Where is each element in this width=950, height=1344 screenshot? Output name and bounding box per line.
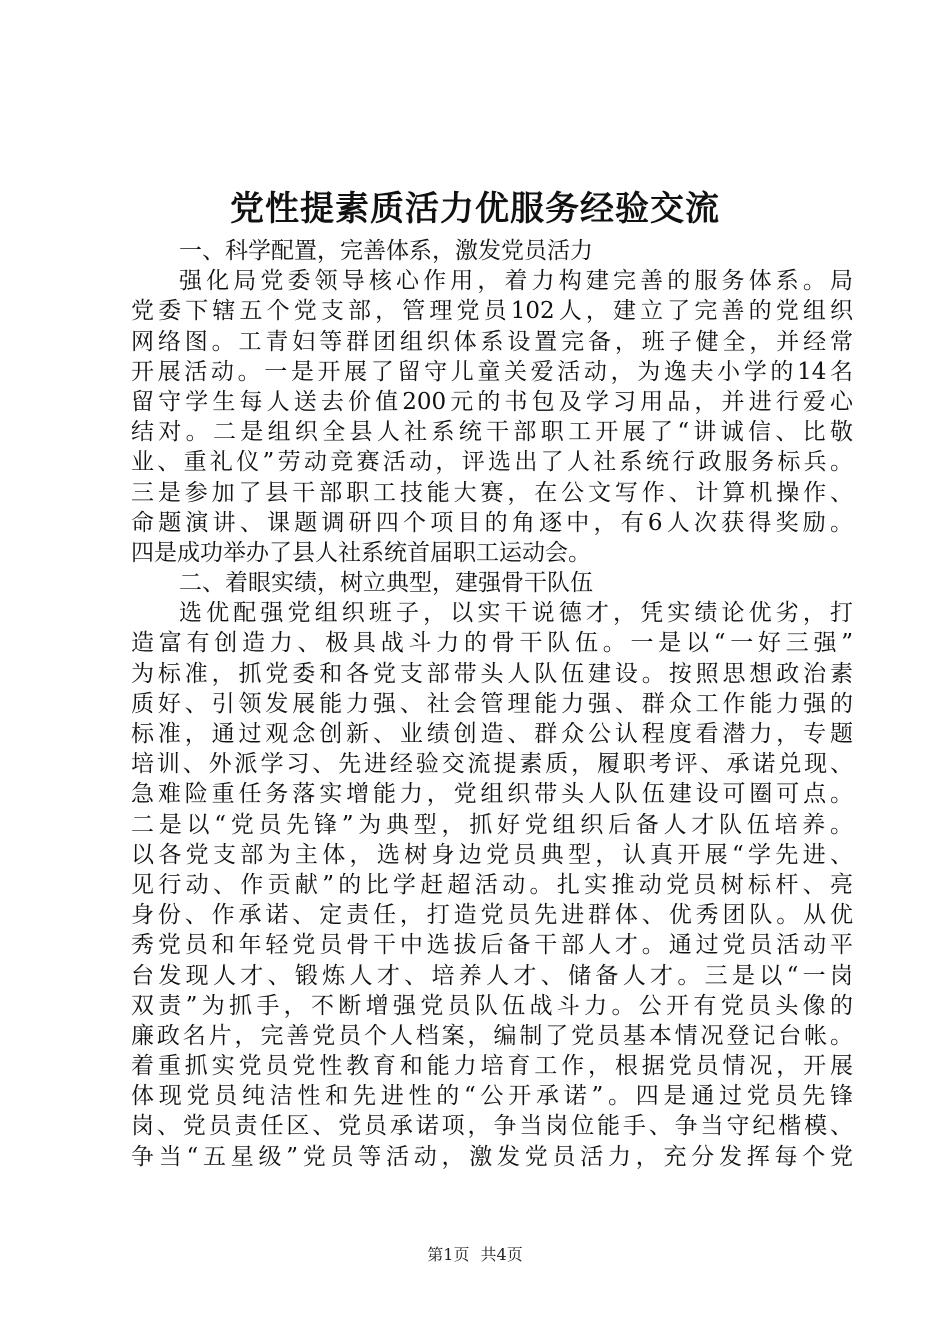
- section-heading-2: 二、着眼实绩，树立典型，建强骨干队伍: [179, 570, 593, 597]
- body-line: 见行动、作贡献”的比学赶超活动。扎实推动党员树标杆、亮: [131, 871, 853, 898]
- document-body: [131, 236, 853, 1172]
- body-line: 业、重礼仪”劳动竞赛活动，评选出了人社系统行政服务标兵。: [131, 449, 853, 476]
- body-line: 为标准，抓党委和各党支部带头人队伍建设。按照思想政治素: [131, 660, 853, 687]
- body-line: 质好、引领发展能力强、社会管理能力强、群众工作能力强的: [131, 690, 853, 717]
- body-line: 结对。二是组织全县人社系统干部职工开展了“讲诚信、比敬: [131, 419, 853, 446]
- body-line: 双责”为抓手，不断增强党员队伍战斗力。公开有党员头像的: [131, 992, 853, 1019]
- section-heading-1: 一、科学配置，完善体系，激发党员活力: [179, 238, 593, 264]
- body-line: 二是以“党员先锋”为典型，抓好党组织后备人才队伍培养。: [131, 811, 853, 838]
- body-line: 秀党员和年轻党员骨干中选拔后备干部人才。通过党员活动平: [131, 932, 853, 959]
- body-line: 身份、作承诺、定责任，打造党员先进群体、优秀团队。从优: [131, 902, 853, 929]
- body-line: 四是成功举办了县人社系统首届职工运动会。: [131, 539, 591, 566]
- body-line: 争当“五星级”党员等活动，激发党员活力，充分发挥每个党: [131, 1143, 853, 1170]
- body-line: 留守学生每人送去价值200元的书包及学习用品，并进行爱心: [131, 388, 853, 415]
- body-line: 命题演讲、课题调研四个项目的角逐中，有6人次获得奖励。: [131, 509, 853, 536]
- page-total: 共4页: [480, 1245, 523, 1264]
- page-number: 第1页: [427, 1245, 470, 1264]
- body-line: 网络图。工青妇等群团组织体系设置完备，班子健全，并经常: [131, 328, 853, 355]
- body-line: 以各党支部为主体，选树身边党员典型，认真开展“学先进、: [131, 841, 853, 868]
- body-line: 开展活动。一是开展了留守儿童关爱活动，为逸夫小学的14名: [131, 358, 853, 385]
- body-line: 强化局党委领导核心作用，着力构建完善的服务体系。局: [179, 268, 853, 295]
- document-title: 党性提素质活力优服务经验交流: [230, 189, 720, 229]
- body-line: 着重抓实党员党性教育和能力培育工作，根据党员情况，开展: [131, 1053, 853, 1080]
- body-line: 台发现人才、锻炼人才、培养人才、储备人才。三是以“一岗: [131, 962, 853, 989]
- body-line: 造富有创造力、极具战斗力的骨干队伍。一是以“一好三强”: [131, 630, 853, 657]
- body-line: 廉政名片，完善党员个人档案，编制了党员基本情况登记台帐。: [131, 1022, 853, 1049]
- body-line: 选优配强党组织班子，以实干说德才，凭实绩论优劣，打: [179, 600, 853, 627]
- body-line: 标准，通过观念创新、业绩创造、群众公认程度看潜力，专题: [131, 721, 853, 747]
- body-line: 党委下辖五个党支部，管理党员102人，建立了完善的党组织: [131, 298, 853, 325]
- body-line: 三是参加了县干部职工技能大赛，在公文写作、计算机操作、: [131, 479, 853, 506]
- body-line: 急难险重任务落实增能力，党组织带头人队伍建设可圈可点。: [131, 781, 853, 808]
- body-line: 培训、外派学习、先进经验交流提素质，履职考评、承诺兑现、: [131, 751, 853, 778]
- page-footer: [0, 1245, 950, 1265]
- body-line: 体现党员纯洁性和先进性的“公开承诺”。四是通过党员先锋: [131, 1083, 853, 1110]
- body-line: 岗、党员责任区、党员承诺项，争当岗位能手、争当守纪楷模、: [131, 1113, 853, 1140]
